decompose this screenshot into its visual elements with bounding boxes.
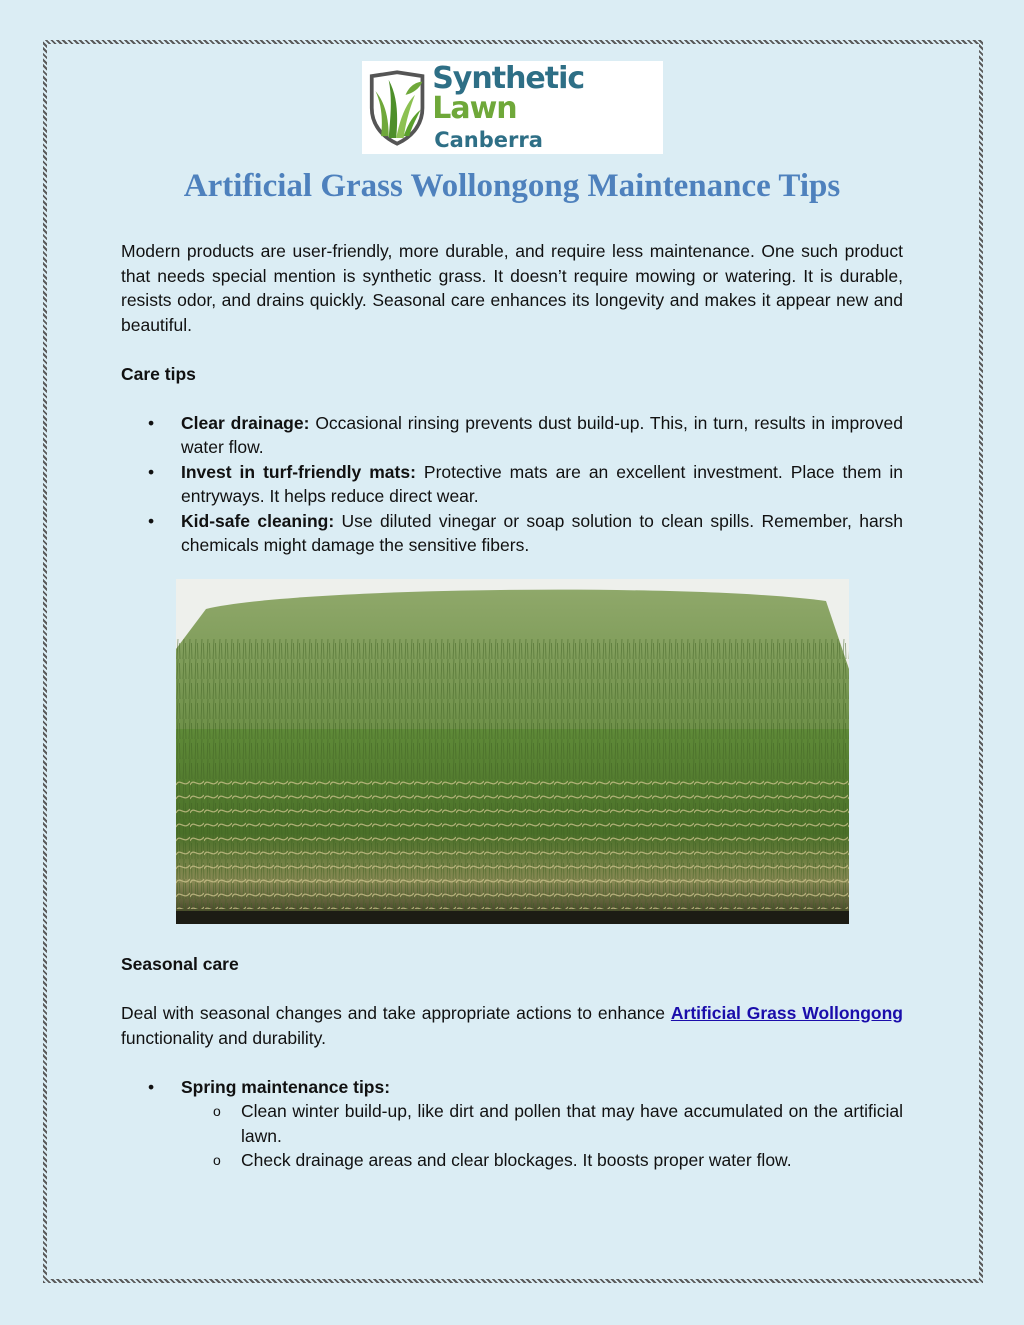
care-tips-heading: Care tips (121, 363, 196, 384)
logo-word-canberra: Canberra (434, 128, 543, 152)
page-title: Artificial Grass Wollongong Maintenance Tips (183, 168, 841, 204)
list-item: • Kid-safe cleaning: Use diluted vinegar or soap solution to clean spills. Remember, harsh chemicals might damage the sensitive fibers. (121, 509, 903, 558)
grass-image (176, 579, 849, 924)
seasonal-care-heading: Seasonal care (121, 954, 239, 974)
seasonal-section (121, 952, 903, 1173)
seasonal-paragraph: Deal with seasonal changes and take appropriate actions to enhance Artificial Grass Wollongong functionality and durability. (121, 1003, 903, 1048)
artificial-grass-photo (176, 579, 849, 924)
care-tips-list (121, 411, 903, 558)
logo (362, 61, 663, 154)
list-item: • Clear drainage: Occasional rinsing prevents dust build-up. This, in turn, results in improved water flow. (121, 411, 903, 460)
grass-shield-icon (368, 68, 426, 148)
logo-word-lawn: Lawn (432, 91, 517, 126)
list-item: o Check drainage areas and clear blockages. It boosts proper water flow. (121, 1148, 903, 1173)
logo-word-synthetic: Synthetic (432, 61, 585, 96)
seasonal-list (121, 1075, 903, 1100)
article-body (121, 239, 903, 558)
spring-tips-list (121, 1099, 903, 1173)
intro-paragraph: Modern products are user-friendly, more durable, and require less maintenance. One such product that needs special mention is synthetic grass. It doesn’t require mowing or watering. It is durable, resists odor, and drains quickly. Seasonal care enhances its longevity and makes it appear new and beautiful. (121, 241, 903, 335)
list-item: • Invest in turf-friendly mats: Protective mats are an excellent investment. Place them in entryways. It helps reduce direct wear. (121, 460, 903, 509)
list-item: • Spring maintenance tips: (121, 1075, 903, 1100)
artificial-grass-wollongong-link[interactable]: Artificial Grass Wollongong (670, 1003, 903, 1023)
list-item: o Clean winter build-up, like dirt and pollen that may have accumulated on the artificial lawn. (121, 1099, 903, 1148)
